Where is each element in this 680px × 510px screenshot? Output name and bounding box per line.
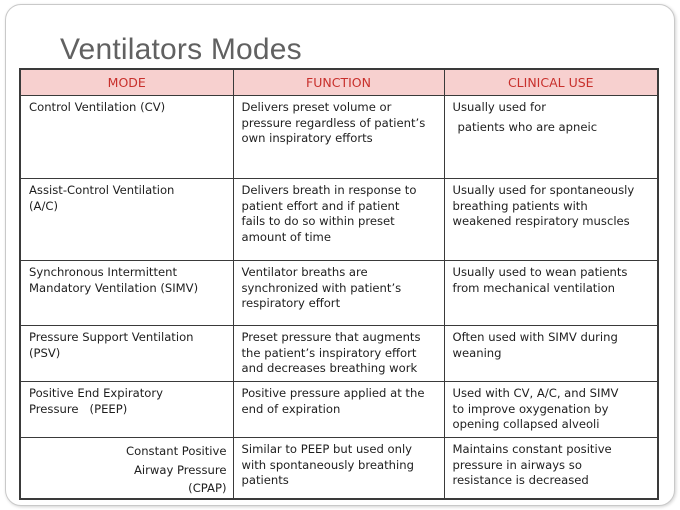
- cell-line: Airway Pressure: [133, 462, 227, 477]
- table-header-row: [20, 69, 658, 96]
- cell-line: Usually used for: [452, 100, 546, 114]
- cell-line: Usually used for spontaneously: [452, 183, 635, 197]
- table-row: [20, 96, 658, 179]
- cell-line: Assist-Control Ventilation: [29, 183, 175, 197]
- cell-line: patients: [241, 473, 289, 487]
- mode-cell: [20, 438, 233, 500]
- clinical-use-cell: [444, 326, 658, 382]
- mode-cell: [20, 96, 233, 179]
- function-cell: [233, 179, 444, 261]
- cell-line: Ventilator breaths are: [241, 265, 368, 279]
- cell-line: synchronized with patient’s: [241, 280, 402, 295]
- clinical-use-cell: [444, 382, 658, 438]
- cell-line: Positive End Expiratory: [29, 386, 164, 400]
- cell-line: with spontaneously breathing: [241, 457, 414, 472]
- cell-line: Preset pressure that augments: [241, 330, 421, 344]
- function-cell: [233, 96, 444, 179]
- cell-line: Similar to PEEP but used only: [241, 442, 413, 456]
- cell-line: (A/C): [29, 198, 58, 213]
- header-mode: MODE: [20, 69, 233, 96]
- function-cell: [233, 326, 444, 382]
- cell-line: (PSV): [29, 345, 61, 360]
- slide: [5, 4, 675, 506]
- cell-line: own inspiratory efforts: [241, 131, 373, 145]
- header-function: FUNCTION: [233, 69, 444, 96]
- clinical-use-cell: [444, 261, 658, 326]
- mode-cell: [20, 382, 233, 438]
- cell-line: Constant Positive: [126, 444, 227, 458]
- cell-line: pressure in airways so: [452, 457, 582, 472]
- cell-line: and decreases breathing work: [241, 361, 418, 375]
- cell-line: resistance is decreased: [452, 473, 589, 487]
- cell-line: Often used with SIMV during: [452, 330, 618, 344]
- cell-line: Mandatory Ventilation (SIMV): [29, 280, 199, 295]
- clinical-use-cell: [444, 179, 658, 261]
- header-clinical-use: CLINICAL USE: [444, 69, 658, 96]
- cell-line: Delivers breath in response to: [241, 183, 417, 197]
- cell-line: fails to do so within preset: [241, 214, 395, 228]
- cell-line: patients who are apneic: [457, 119, 598, 134]
- cell-line: amount of time: [241, 229, 331, 244]
- slide-title: Ventilators Modes: [60, 33, 302, 66]
- cell-line: (CPAP): [188, 481, 227, 495]
- cell-line: to improve oxygenation by: [452, 401, 609, 416]
- clinical-use-cell: [444, 96, 658, 179]
- table-row: [20, 261, 658, 326]
- cell-line: end of expiration: [241, 401, 341, 416]
- mode-cell: [20, 179, 233, 261]
- clinical-use-cell: [444, 438, 658, 500]
- cell-line: Positive pressure applied at the: [241, 386, 425, 400]
- cell-line: the patient’s inspiratory effort: [241, 345, 417, 360]
- function-cell: [233, 382, 444, 438]
- cell-line: opening collapsed alveoli: [452, 417, 600, 431]
- cell-line: Pressure (PEEP): [29, 401, 128, 416]
- cell-line: breathing patients with: [452, 198, 588, 213]
- cell-line: respiratory effort: [241, 296, 341, 310]
- cell-line: Synchronous Intermittent: [29, 265, 178, 279]
- cell-line: Control Ventilation (CV): [29, 100, 166, 114]
- cell-line: patient effort and if patient: [241, 198, 400, 213]
- cell-line: Pressure Support Ventilation: [29, 330, 194, 344]
- cell-line: from mechanical ventilation: [452, 280, 616, 295]
- cell-line: weakened respiratory muscles: [452, 214, 630, 228]
- table-row: [20, 382, 658, 438]
- table-row: [20, 326, 658, 382]
- cell-line: Delivers preset volume or: [241, 100, 392, 114]
- table-row: [20, 179, 658, 261]
- cell-line: pressure regardless of patient’s: [241, 115, 426, 130]
- cell-line: Maintains constant positive: [452, 442, 612, 456]
- ventilator-modes-table: [19, 68, 659, 500]
- cell-line: Usually used to wean patients: [452, 265, 628, 279]
- mode-cell: [20, 261, 233, 326]
- cell-line: Used with CV, A/C, and SIMV: [452, 386, 619, 400]
- function-cell: [233, 261, 444, 326]
- function-cell: [233, 438, 444, 500]
- cell-line: weaning: [452, 345, 502, 360]
- table-row: [20, 438, 658, 500]
- mode-cell: [20, 326, 233, 382]
